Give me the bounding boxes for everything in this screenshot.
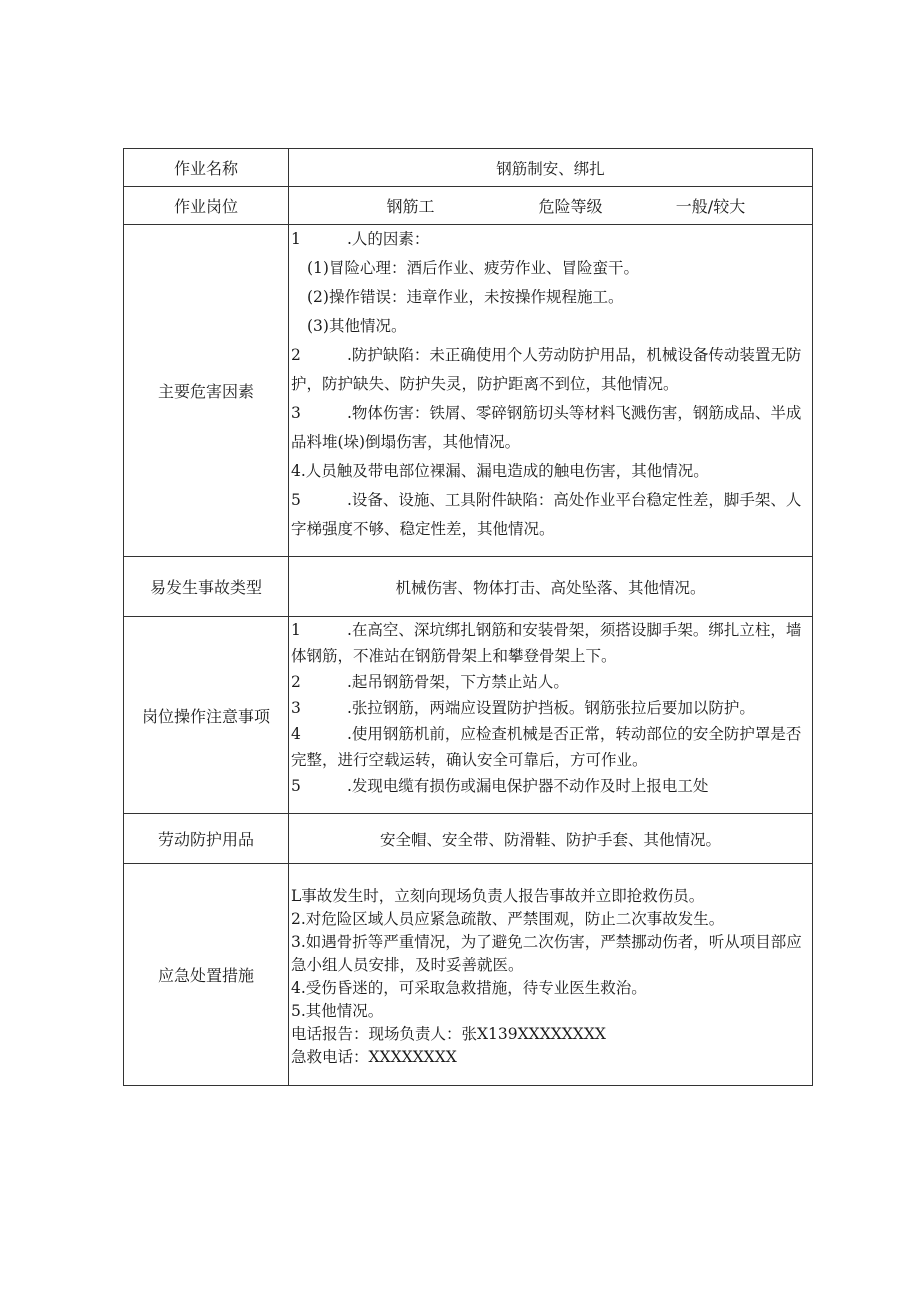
row-hazards: [124, 225, 813, 557]
emergency-item: 2.对危险区域人员应紧急疏散、严禁围观，防止二次事故发生。: [291, 909, 725, 928]
accident-types-label: 易发生事故类型: [124, 557, 289, 617]
hazard-table: [123, 148, 813, 1086]
hazard-item: (1)冒险心理：酒后作业、疲劳作业、冒险蛮干。: [307, 259, 639, 277]
hazards-label: 主要危害因素: [124, 225, 289, 557]
hazard-item: 1 .人的因素：: [291, 230, 430, 248]
accident-types-value: 机械伤害、物体打击、高处坠落、其他情况。: [289, 557, 813, 617]
emergency-phone: 急救电话：XXXXXXXX: [291, 1047, 457, 1066]
precautions-cell: [289, 617, 813, 814]
emergency-list: [289, 881, 812, 1069]
row-post: [124, 187, 813, 225]
hazards-list: [289, 225, 812, 555]
row-accident-types: [124, 557, 813, 617]
precaution-item: 2 .起吊钢筋骨架，下方禁止站人。: [291, 673, 569, 691]
emergency-label: 应急处置措施: [124, 864, 289, 1086]
risk-level-label: 危险等级: [538, 197, 603, 216]
hazards-cell: [289, 225, 813, 557]
job-name-value: 钢筋制安、绑扎: [289, 149, 813, 187]
emergency-item: 5.其他情况。: [291, 1001, 384, 1020]
row-job-name: [124, 149, 813, 187]
risk-level-value: 一般/较大: [675, 197, 746, 216]
precaution-item: 5 .发现电缆有损伤或漏电保护器不动作及时上报电工处: [291, 777, 709, 795]
ppe-label: 劳动防护用品: [124, 814, 289, 864]
row-ppe: [124, 814, 813, 864]
emergency-cell: [289, 864, 813, 1086]
post-value: 钢筋工: [386, 197, 435, 216]
hazard-item: 5 .设备、设施、工具附件缺陷：高处作业平台稳定性差，脚手架、人字梯强度不够、稳定性差，其他情况。: [291, 491, 802, 538]
precaution-item: 3 .张拉钢筋，两端应设置防护挡板。钢筋张拉后要加以防护。: [291, 699, 755, 717]
emergency-item: L事故发生时，立刻向现场负责人报告事故并立即抢救伤员。: [291, 886, 705, 905]
hazard-item: (2)操作错误：违章作业，未按操作规程施工。: [307, 288, 624, 306]
ppe-value: 安全帽、安全带、防滑鞋、防护手套、其他情况。: [289, 814, 813, 864]
emergency-item: 3.如遇骨折等严重情况，为了避免二次伤害，严禁挪动伤者，听从项目部应急小组人员安排，及时妥善就医。: [291, 932, 802, 974]
post-label: 作业岗位: [124, 187, 289, 225]
precautions-label: 岗位操作注意事项: [124, 617, 289, 814]
hazard-item: 4.人员触及带电部位裸漏、漏电造成的触电伤害，其他情况。: [291, 462, 709, 480]
precautions-list: [289, 617, 812, 812]
precaution-item: 4 .使用钢筋机前，应检查机械是否正常，转动部位的安全防护罩是否完整，进行空载运转，确认安全可靠后，方可作业。: [291, 725, 802, 769]
emergency-item: 4.受伤昏迷的，可采取急救措施，待专业医生救治。: [291, 978, 647, 997]
hazard-info-sheet: [123, 148, 813, 1086]
hazard-item: (3)其他情况。: [307, 317, 407, 335]
precaution-item: 1 .在高空、深坑绑扎钢筋和安装骨架，须搭设脚手架。绑扎立柱，墙体钢筋，不准站在钢筋骨架上和攀登骨架上下。: [291, 621, 802, 665]
row-precautions: [124, 617, 813, 814]
row-emergency: [124, 864, 813, 1086]
post-cell: [289, 187, 813, 225]
hazard-item: 3 .物体伤害：铁屑、零碎钢筋切头等材料飞溅伤害，钢筋成品、半成品料堆(垛)倒塌伤害，其他情况。: [291, 404, 802, 451]
hazard-item: 2 .防护缺陷：未正确使用个人劳动防护用品，机械设备传动装置无防护，防护缺失、防护失灵，防护距离不到位，其他情况。: [291, 346, 802, 393]
job-name-label: 作业名称: [124, 149, 289, 187]
phone-report: 电话报告：现场负责人：张X139XXXXXXXX: [291, 1024, 606, 1043]
